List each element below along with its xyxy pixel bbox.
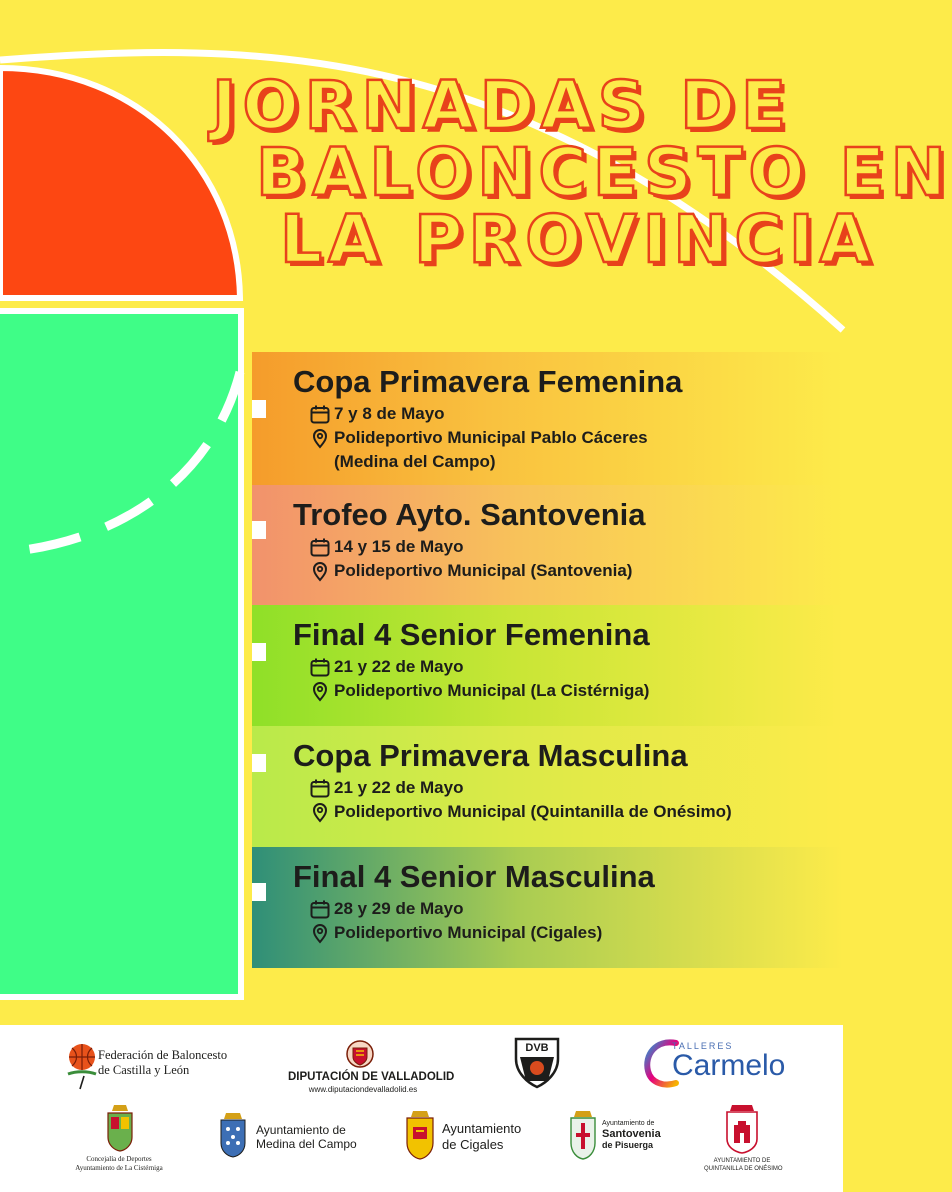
fbcyl-text bbox=[98, 1048, 227, 1078]
calendar-icon bbox=[310, 658, 330, 677]
logo-diputacion-valladolid bbox=[288, 1039, 455, 1099]
logo-talleres-carmelo bbox=[642, 1037, 786, 1089]
event-venue bbox=[293, 426, 843, 450]
carmelo-small: TALLERES bbox=[672, 1041, 734, 1051]
court-key-area bbox=[0, 311, 241, 997]
logo-quintanilla-de-onesimo bbox=[704, 1103, 783, 1173]
event-date bbox=[293, 655, 843, 679]
card-notch bbox=[252, 400, 266, 418]
event-title: Final 4 Senior Masculina bbox=[293, 859, 655, 894]
event-date-text: 14 y 15 de Mayo bbox=[334, 537, 464, 556]
santovenia-text bbox=[602, 1119, 661, 1151]
dvb-mark: DVB bbox=[525, 1042, 549, 1054]
logo-fbcyl bbox=[64, 1041, 228, 1091]
logo-cigales bbox=[404, 1109, 534, 1165]
cisterniga-text bbox=[74, 1155, 164, 1173]
calendar-icon bbox=[310, 538, 330, 557]
event-venue bbox=[293, 679, 843, 703]
event-venue bbox=[293, 800, 843, 824]
event-card-copa-primavera-masculina bbox=[252, 726, 843, 847]
event-title: Final 4 Senior Femenina bbox=[293, 617, 650, 652]
santovenia-shield-icon bbox=[568, 1109, 598, 1161]
quintanilla-line-1: AYUNTAMIENTO DE bbox=[713, 1158, 771, 1164]
quintanilla-line-2: QUINTANILLA DE ONÉSIMO bbox=[704, 1166, 783, 1172]
calendar-icon bbox=[310, 405, 330, 424]
title-line-1: JORNADAS DE bbox=[212, 67, 793, 144]
event-venue-extra: (Medina del Campo) bbox=[334, 452, 496, 471]
map-pin-icon bbox=[310, 429, 330, 448]
event-date-text: 21 y 22 de Mayo bbox=[334, 657, 464, 676]
map-pin-icon bbox=[310, 682, 330, 701]
event-title: Copa Primavera Femenina bbox=[293, 364, 683, 399]
cigales-shield-icon bbox=[404, 1109, 436, 1161]
santovenia-line-3: de Pisuerga bbox=[602, 1140, 654, 1150]
card-notch bbox=[252, 643, 266, 661]
calendar-icon bbox=[310, 900, 330, 919]
event-venue-text: Polideportivo Municipal (Cigales) bbox=[334, 923, 603, 942]
diputacion-url: www.diputaciondevalladolid.es bbox=[308, 1085, 418, 1094]
logo-santovenia bbox=[568, 1109, 678, 1165]
carmelo-big: Carmelo bbox=[672, 1049, 786, 1082]
map-pin-icon bbox=[310, 924, 330, 943]
card-notch bbox=[252, 883, 266, 901]
event-venue-text: Polideportivo Municipal Pablo Cáceres bbox=[334, 428, 648, 447]
event-venue bbox=[293, 921, 843, 945]
map-pin-icon bbox=[310, 562, 330, 581]
cigales-line-1: Ayuntamiento bbox=[442, 1121, 522, 1136]
diputacion-name: DIPUTACIÓN DE VALLADOLID bbox=[288, 1071, 455, 1083]
coat-of-arms-icon bbox=[344, 1039, 376, 1069]
cisterniga-shield-icon bbox=[104, 1103, 136, 1153]
event-card-trofeo-ayto-santovenia bbox=[252, 485, 843, 605]
sponsor-logos-footer bbox=[0, 1025, 843, 1192]
event-date-text: 7 y 8 de Mayo bbox=[334, 404, 445, 423]
map-pin-icon bbox=[310, 803, 330, 822]
quintanilla-text bbox=[704, 1157, 783, 1173]
event-venue bbox=[293, 559, 843, 583]
card-notch bbox=[252, 521, 266, 539]
fbcyl-line-1: Federación de Baloncesto bbox=[98, 1048, 228, 1062]
basketball-icon bbox=[64, 1041, 100, 1091]
medina-shield-icon bbox=[218, 1111, 248, 1159]
logo-medina-del-campo bbox=[218, 1111, 368, 1161]
event-title: Trofeo Ayto. Santovenia bbox=[293, 497, 646, 532]
cisterniga-line-1: Concejalía de Deportes bbox=[86, 1155, 152, 1163]
cisterniga-line-2: Ayuntamiento de La Cistérniga bbox=[75, 1164, 163, 1172]
logo-cisterniga bbox=[74, 1103, 164, 1173]
event-title: Copa Primavera Masculina bbox=[293, 738, 688, 773]
event-date-text: 28 y 29 de Mayo bbox=[334, 899, 464, 918]
event-venue-text: Polideportivo Municipal (La Cistérniga) bbox=[334, 681, 650, 700]
event-date bbox=[293, 776, 843, 800]
event-date bbox=[293, 535, 843, 559]
cigales-line-2: de Cigales bbox=[442, 1137, 504, 1152]
title-line-3: LA PROVINCIA bbox=[280, 201, 877, 278]
santovenia-line-1: Ayuntamiento de bbox=[602, 1120, 655, 1127]
medina-line-1: Ayuntamiento de bbox=[256, 1123, 346, 1137]
event-date bbox=[293, 897, 843, 921]
event-list bbox=[252, 352, 843, 968]
title-line-2: BALONCESTO EN bbox=[256, 134, 952, 211]
logo-dvb bbox=[514, 1037, 560, 1089]
medina-text bbox=[256, 1123, 357, 1151]
card-notch bbox=[252, 754, 266, 772]
event-venue-text: Polideportivo Municipal (Santovenia) bbox=[334, 561, 633, 580]
santovenia-line-2: Santovenia bbox=[602, 1128, 661, 1140]
poster-title bbox=[200, 67, 952, 278]
quintanilla-shield-icon bbox=[724, 1103, 760, 1155]
event-date bbox=[293, 402, 843, 426]
event-card-copa-primavera-femenina bbox=[252, 352, 843, 485]
calendar-icon bbox=[310, 779, 330, 798]
event-date-text: 21 y 22 de Mayo bbox=[334, 778, 464, 797]
event-card-final-4-senior-femenina bbox=[252, 605, 843, 726]
medina-line-2: Medina del Campo bbox=[256, 1137, 357, 1151]
event-card-final-4-senior-masculina bbox=[252, 847, 843, 968]
fbcyl-line-2: de Castilla y León bbox=[98, 1063, 190, 1077]
event-venue-text: Polideportivo Municipal (Quintanilla de Onésimo) bbox=[334, 802, 732, 821]
cigales-text bbox=[442, 1121, 521, 1153]
